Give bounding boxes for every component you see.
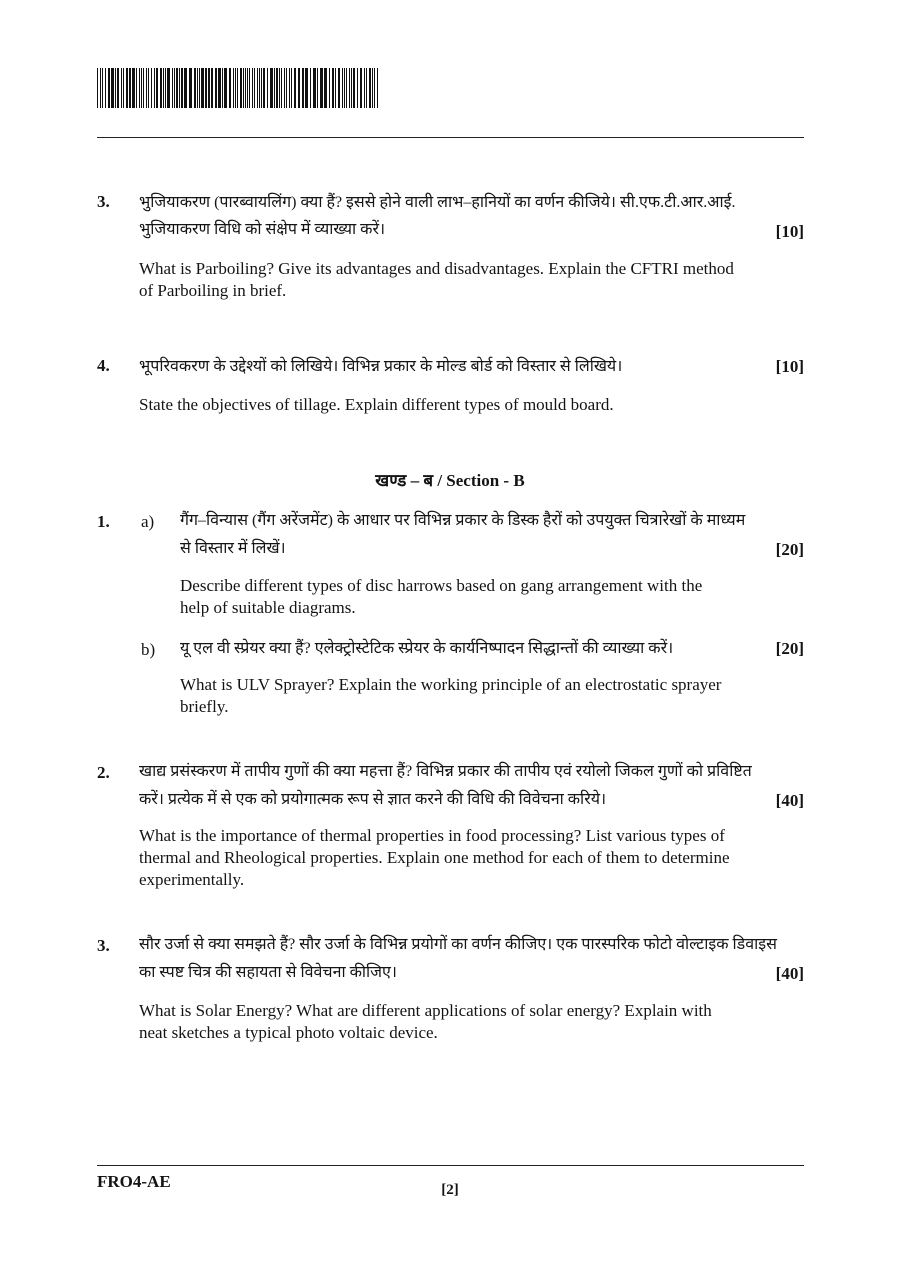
question-3-part-a (97, 190, 804, 310)
hindi-text-line: सौर उर्जा से क्या समझते हैं? सौर उर्जा के विभिन्न प्रयोगों का वर्णन कीजिए। एक पारस्परिक फोटो वोल्टाइक डिवाइस (139, 936, 777, 953)
hindi-text-line: खाद्य प्रसंस्करण में तापीय गुणों की क्या महत्ता हैं? विभिन्न प्रकार की तापीय एवं रयोलो जिकल गुणों को प्रविष्टित (139, 763, 752, 780)
marks: [10] (775, 357, 804, 376)
english-text-line: What is Solar Energy? What are different applications of solar energy? Explain with (139, 1001, 712, 1020)
marks: [10] (775, 222, 804, 241)
question-number: 1. (97, 512, 110, 531)
english-text-line: briefly. (180, 697, 229, 716)
question-number: 4. (97, 356, 110, 375)
question-1-section-b (97, 508, 804, 728)
header-rule (97, 137, 804, 138)
english-text-line: What is Parboiling? Give its advantages and disadvantages. Explain the CFTRI method (139, 259, 734, 278)
marks: [40] (775, 791, 804, 810)
paper-code: FRO4-AE (97, 1172, 171, 1191)
question-number: 3. (97, 192, 110, 211)
english-text-line: State the objectives of tillage. Explain different types of mould board. (139, 395, 614, 414)
english-text-line: experimentally. (139, 870, 245, 889)
hindi-text-line: भूपरिवकरण के उद्देश्यों को लिखिये। विभिन्न प्रकार के मोल्ड बोर्ड को विस्तार से लिखिये। (139, 358, 623, 375)
hindi-text-line: करें। प्रत्येक में से एक को प्रयोगात्मक रूप से ज्ञात करने की विधि की विवेचना करिये। (139, 791, 607, 808)
english-text-line: thermal and Rheological properties. Explain one method for each of them to determine (139, 848, 730, 867)
sub-question-label: a) (141, 512, 155, 531)
english-text-line: neat sketches a typical photo voltaic device. (139, 1023, 438, 1042)
question-3-section-b (97, 932, 804, 1052)
barcode (97, 68, 379, 108)
question-number: 2. (97, 763, 110, 782)
marks: [20] (775, 540, 804, 559)
question-2-section-b (97, 759, 804, 899)
sub-question-label: b) (141, 640, 156, 659)
hindi-text-line: भुजियाकरण विधि को संक्षेप में व्याख्या करें। (139, 221, 386, 238)
hindi-text-line: यू एल वी स्प्रेयर क्या हैं? एलेक्ट्रोस्टेटिक स्प्रेयर के कार्यनिष्पादन सिद्धान्तों की व्याख्या करें। (180, 640, 674, 657)
hindi-text-line: का स्पष्ट चित्र की सहायता से विवेचना कीजिए। (139, 964, 397, 981)
english-text-line: help of suitable diagrams. (180, 598, 356, 617)
marks: [20] (775, 639, 804, 658)
english-text-line: What is ULV Sprayer? Explain the working principle of an electrostatic sprayer (180, 675, 722, 694)
marks: [40] (775, 964, 804, 983)
hindi-text-line: गैंग–विन्यास (गैंग अरेंजमेंट) के आधार पर विभिन्न प्रकार के डिस्क हैरों को उपयुक्त चित्रारेखों के माध्यम (180, 512, 746, 529)
question-number: 3. (97, 936, 110, 955)
page-number: [2] (441, 1182, 459, 1198)
section-title: खण्ड – ब / Section - B (375, 471, 525, 490)
footer-rule (97, 1165, 804, 1166)
hindi-text-line: से विस्तार में लिखें। (180, 540, 286, 557)
english-text-line: of Parboiling in brief. (139, 281, 287, 300)
english-text-line: What is the importance of thermal properties in food processing? List various types of (139, 826, 725, 845)
question-4-part-a (97, 354, 804, 424)
hindi-text-line: भुजियाकरण (पारब्वायलिंग) क्या हैं? इससे होने वाली लाभ–हानियों का वर्णन कीजिये। सी.एफ.टी.आर.आई. (139, 194, 736, 211)
english-text-line: Describe different types of disc harrows based on gang arrangement with the (180, 576, 703, 595)
